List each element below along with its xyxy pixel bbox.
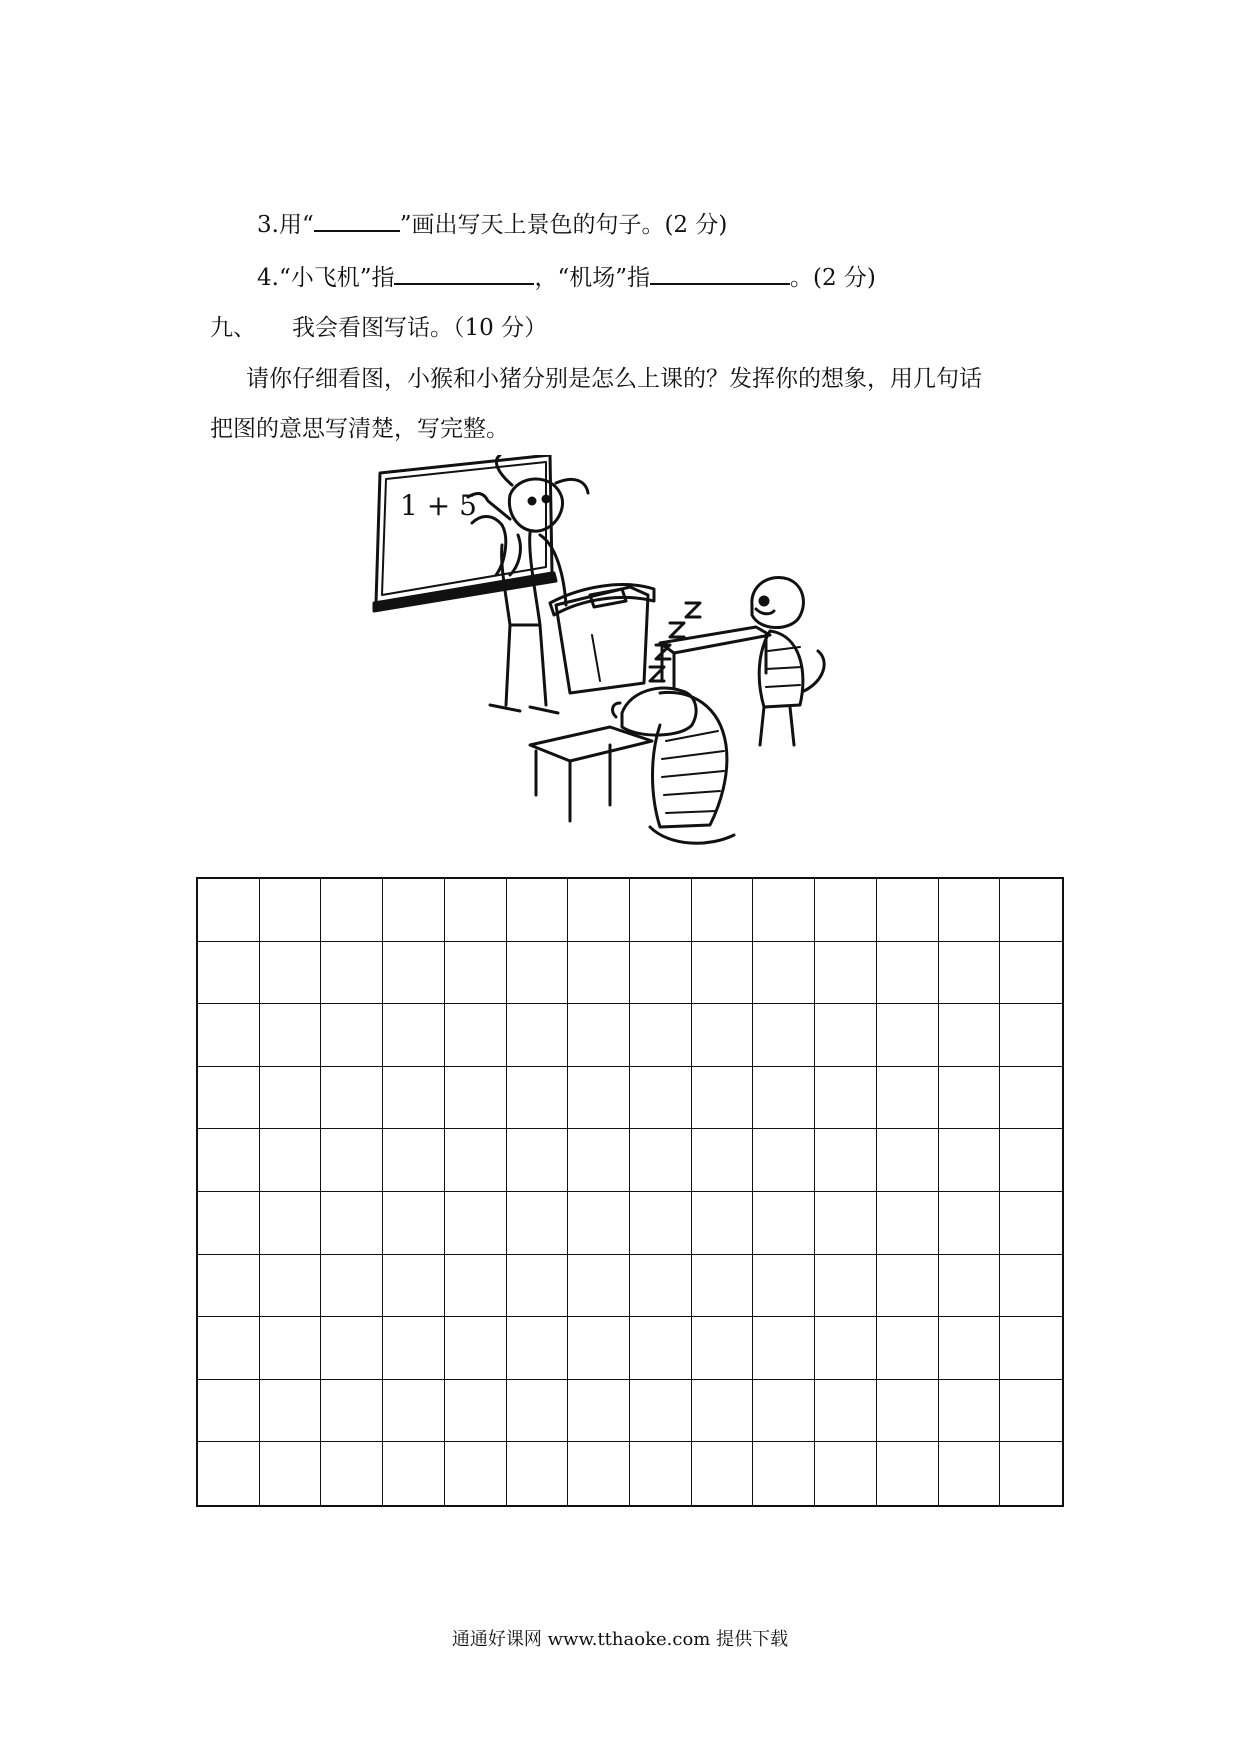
grid-cell[interactable] [198,1442,260,1505]
grid-cell[interactable] [198,1192,260,1255]
grid-cell[interactable] [507,1192,569,1255]
grid-cell[interactable] [445,1380,507,1443]
grid-cell[interactable] [383,1067,445,1130]
grid-cell[interactable] [445,1004,507,1067]
grid-cell[interactable] [939,1004,1001,1067]
grid-cell[interactable] [815,1129,877,1192]
grid-cell[interactable] [1000,942,1062,1005]
grid-cell[interactable] [753,879,815,942]
grid-cell[interactable] [445,1129,507,1192]
question-3-text-start: 3.用“ [257,212,314,238]
grid-cell[interactable] [383,1192,445,1255]
grid-cell[interactable] [321,1255,383,1318]
grid-cell[interactable] [1000,1317,1062,1380]
grid-cell[interactable] [692,1380,754,1443]
grid-cell[interactable] [877,942,939,1005]
grid-cell[interactable] [383,1380,445,1443]
grid-cell[interactable] [1000,1442,1062,1505]
section-9-title: 我会看图写话。（10 分） [292,315,548,341]
grid-cell[interactable] [321,1442,383,1505]
grid-cell[interactable] [198,1380,260,1443]
grid-cell[interactable] [260,1004,322,1067]
grid-cell[interactable] [260,879,322,942]
grid-cell[interactable] [321,1129,383,1192]
grid-cell[interactable] [939,1255,1001,1318]
grid-cell[interactable] [630,1192,692,1255]
grid-cell[interactable] [568,1129,630,1192]
grid-cell[interactable] [198,1067,260,1130]
grid-cell[interactable] [321,1380,383,1443]
grid-cell[interactable] [630,1442,692,1505]
grid-cell[interactable] [1000,1192,1062,1255]
section-9-number: 九、 [210,315,256,341]
grid-cell[interactable] [939,1442,1001,1505]
grid-cell[interactable] [1000,1129,1062,1192]
grid-cell[interactable] [692,1442,754,1505]
grid-cell[interactable] [753,1192,815,1255]
grid-cell[interactable] [445,1192,507,1255]
grid-cell[interactable] [260,1129,322,1192]
grid-cell[interactable] [753,1255,815,1318]
question-4-text-end: 。(2 分) [790,265,876,291]
question-4-blank-1[interactable] [394,261,534,285]
grid-cell[interactable] [939,1067,1001,1130]
grid-cell[interactable] [507,1442,569,1505]
grid-cell[interactable] [383,1442,445,1505]
grid-cell[interactable] [507,1129,569,1192]
grid-cell[interactable] [877,1067,939,1130]
grid-cell[interactable] [383,942,445,1005]
grid-cell[interactable] [568,1255,630,1318]
grid-cell[interactable] [568,1317,630,1380]
grid-cell[interactable] [815,942,877,1005]
question-3-blank[interactable] [314,208,400,232]
grid-cell[interactable] [815,879,877,942]
grid-cell[interactable] [198,942,260,1005]
grid-cell[interactable] [445,1255,507,1318]
grid-cell[interactable] [507,1004,569,1067]
grid-cell[interactable] [630,1004,692,1067]
grid-cell[interactable] [383,1129,445,1192]
grid-cell[interactable] [692,942,754,1005]
grid-cell[interactable] [507,1317,569,1380]
grid-cell[interactable] [260,1067,322,1130]
grid-cell[interactable] [939,1192,1001,1255]
grid-cell[interactable] [877,879,939,942]
question-4 [257,261,876,293]
grid-cell[interactable] [198,1004,260,1067]
grid-cell[interactable] [877,1004,939,1067]
grid-cell[interactable] [1000,1067,1062,1130]
question-3 [257,208,727,240]
grid-cell[interactable] [507,1067,569,1130]
grid-cell[interactable] [877,1442,939,1505]
grid-cell[interactable] [260,1192,322,1255]
grid-cell[interactable] [815,1317,877,1380]
grid-cell[interactable] [383,879,445,942]
grid-cell[interactable] [568,942,630,1005]
classroom-illustration [360,455,920,865]
grid-cell[interactable] [198,1255,260,1318]
grid-cell[interactable] [507,942,569,1005]
grid-cell[interactable] [321,1067,383,1130]
grid-cell[interactable] [939,1129,1001,1192]
grid-cell[interactable] [815,1380,877,1443]
grid-cell[interactable] [1000,879,1062,942]
grid-cell[interactable] [198,1129,260,1192]
grid-cell[interactable] [568,1004,630,1067]
grid-cell[interactable] [939,879,1001,942]
footer-text: 通通好课网 www.tthaoke.com 提供下载 [451,1629,789,1650]
grid-cell[interactable] [321,1317,383,1380]
pig-desk [530,727,652,821]
grid-cell[interactable] [321,1004,383,1067]
grid-cell[interactable] [568,879,630,942]
grid-cell[interactable] [260,1380,322,1443]
grid-cell[interactable] [815,1442,877,1505]
grid-cell[interactable] [507,879,569,942]
grid-cell[interactable] [445,879,507,942]
grid-cell[interactable] [815,1192,877,1255]
grid-cell[interactable] [753,1129,815,1192]
grid-cell[interactable] [877,1380,939,1443]
grid-cell[interactable] [260,1255,322,1318]
grid-cell[interactable] [1000,1255,1062,1318]
grid-cell[interactable] [692,879,754,942]
grid-cell[interactable] [568,1442,630,1505]
grid-cell[interactable] [507,1255,569,1318]
section-9-prompt-line-2: 把图的意思写清楚，写完整。 [210,416,509,442]
grid-cell[interactable] [630,1129,692,1192]
grid-cell[interactable] [445,1442,507,1505]
grid-cell[interactable] [321,1192,383,1255]
grid-cell[interactable] [568,1067,630,1130]
question-3-text-end: ”画出写天上景色的句子。(2 分) [399,212,728,238]
grid-cell[interactable] [383,1255,445,1318]
grid-cell[interactable] [198,1317,260,1380]
monkey-student [752,577,824,745]
grid-cell[interactable] [260,1317,322,1380]
grid-cell[interactable] [445,942,507,1005]
grid-cell[interactable] [939,942,1001,1005]
grid-cell[interactable] [939,1380,1001,1443]
writing-grid[interactable] [196,877,1064,1507]
grid-cell[interactable] [692,1067,754,1130]
grid-cell[interactable] [753,1004,815,1067]
grid-cell[interactable] [877,1129,939,1192]
grid-cell[interactable] [753,1380,815,1443]
pig-student [613,688,734,843]
grid-cell[interactable] [815,1067,877,1130]
grid-cell[interactable] [815,1004,877,1067]
grid-cell[interactable] [877,1192,939,1255]
grid-cell[interactable] [321,879,383,942]
question-4-text-start: 4.“小飞机”指 [257,265,395,291]
grid-cell[interactable] [630,879,692,942]
grid-cell[interactable] [692,1317,754,1380]
grid-cell[interactable] [939,1317,1001,1380]
grid-cell[interactable] [260,1442,322,1505]
grid-cell[interactable] [753,1067,815,1130]
grid-cell[interactable] [753,942,815,1005]
blackboard-text: 1 + 5 [400,489,477,522]
grid-cell[interactable] [568,1192,630,1255]
grid-cell[interactable] [692,1004,754,1067]
grid-cell[interactable] [753,1442,815,1505]
grid-cell[interactable] [815,1255,877,1318]
grid-cell[interactable] [692,1192,754,1255]
question-4-blank-2[interactable] [650,261,790,285]
section-9-heading [210,313,547,343]
grid-cell[interactable] [260,942,322,1005]
grid-cell[interactable] [383,1004,445,1067]
grid-cell[interactable] [321,942,383,1005]
grid-cell[interactable] [445,1317,507,1380]
grid-cell[interactable] [198,879,260,942]
grid-cell[interactable] [568,1380,630,1443]
grid-cell[interactable] [692,1255,754,1318]
grid-cell[interactable] [630,1317,692,1380]
grid-cell[interactable] [445,1067,507,1130]
grid-cell[interactable] [630,942,692,1005]
grid-cell[interactable] [877,1255,939,1318]
grid-cell[interactable] [507,1380,569,1443]
grid-cell[interactable] [630,1255,692,1318]
grid-cell[interactable] [692,1129,754,1192]
grid-cell[interactable] [630,1380,692,1443]
section-9-prompt-line-1: 请你仔细看图，小猴和小猪分别是怎么上课的？发挥你的想象，用几句话 [246,366,982,392]
grid-cell[interactable] [630,1067,692,1130]
grid-cell[interactable] [1000,1380,1062,1443]
question-4-text-middle: ，“机场”指 [534,265,650,291]
grid-cell[interactable] [753,1317,815,1380]
grid-cell[interactable] [1000,1004,1062,1067]
grid-cell[interactable] [383,1317,445,1380]
grid-cell[interactable] [877,1317,939,1380]
